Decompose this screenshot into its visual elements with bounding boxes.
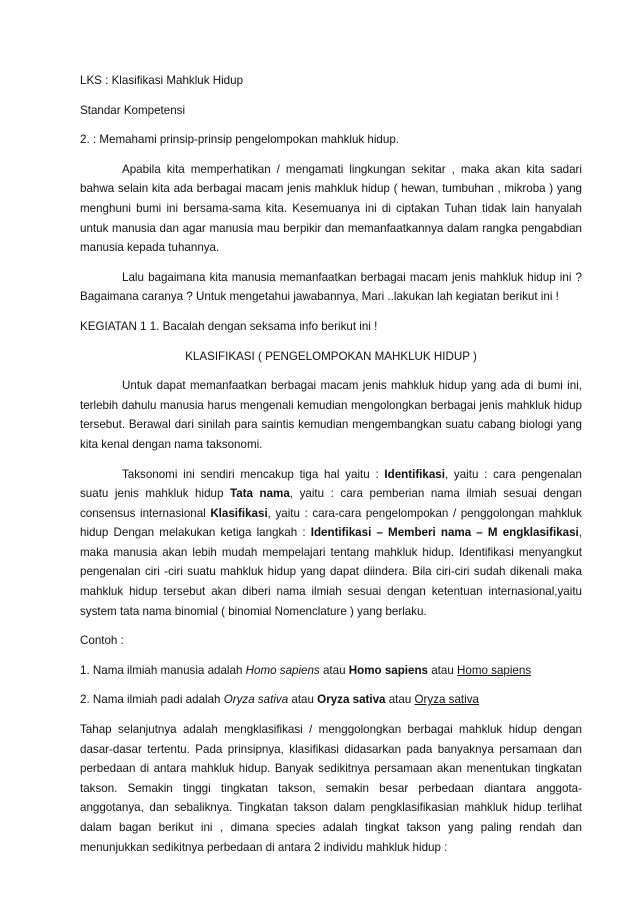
text-run: , yaitu : cara pengenalan suatu jenis mahkluk hidup — [80, 467, 582, 501]
kompetensi-text: 2. : Memahami prinsip-prinsip pengelompokan mahkluk hidup. — [80, 133, 399, 147]
kegiatan-heading: KEGIATAN 1 1. Bacalah dengan seksama info berikut ini ! — [80, 319, 378, 333]
body-paragraph-1: Untuk dapat memanfaatkan berbagai macam jenis mahkluk hidup yang ada di bumi ini, terlebih dahulu manusia harus mengenali kemudian mengolongkan berbagai jenis mahkluk hidup tersebut. Berawal dari sinilah para saintis kemudian mengembangkan suatu cabang biologi yang kita kenal dengan nama taksonomi. — [80, 379, 582, 451]
text-run: Taksonomi ini sendiri mencakup tiga hal yaitu : — [122, 467, 385, 481]
text-run: atau — [428, 663, 458, 677]
example-1 — [80, 661, 582, 681]
bold-name: Homo sapiens — [348, 663, 428, 677]
standar-kompetensi-label: Standar Kompetensi — [80, 103, 186, 117]
term-tata-nama: Tata nama — [229, 487, 290, 501]
example-2 — [80, 690, 582, 710]
term-steps: Identifikasi – Memberi nama – M engklasifikasi — [310, 526, 579, 540]
text-run: atau — [288, 693, 318, 707]
intro-paragraph-1: Apabila kita memperhatikan / mengamati lingkungan sekitar , maka akan kita sadari bahwa selain kita ada berbagai macam jenis mahkluk hidup ( hewan, tumbuhan , mikroba ) yang menghuni bumi ini bersama-sama kita. Kesemuanya ini di ciptakan Tuhan tidak lain hanyalah untuk manusia dan agar manusia mau berpikir dan memanfaatkannya dalam rangka pengabdian manusia kepada tuhannya. — [80, 162, 582, 255]
text-run: , yaitu : cara pemberian nama ilmiah sesuai dengan consensus internasional — [80, 487, 582, 520]
section-title: KLASIFIKASI ( PENGELOMPOKAN MAHKLUK HIDUP ) — [185, 349, 477, 363]
text-run: atau — [385, 693, 415, 707]
intro-paragraph-2: Lalu bagaimana kita manusia memanfaatkan berbagai macam jenis mahkluk hidup ini ? Bagaimana caranya ? Untuk mengetahui jawabannya, Mari ..lakukan lah kegiatan berikut ini ! — [80, 270, 582, 304]
lks-title: LKS : Klasifikasi Mahkluk Hidup — [80, 74, 244, 87]
underlined-name: Oryza sativa — [414, 693, 479, 707]
underlined-name: Homo sapiens — [457, 663, 532, 677]
italic-name: Oryza sativa — [223, 693, 289, 707]
bold-name: Oryza sativa — [317, 693, 386, 707]
text-run: 1. Nama ilmiah manusia adalah — [80, 663, 246, 677]
contoh-label: Contoh : — [80, 634, 124, 648]
text-run: atau — [319, 663, 349, 677]
body-paragraph-2 — [80, 465, 582, 622]
text-run: , maka manusia akan lebih mudah mempelajari tentang mahkluk hidup. Identifikasi menyangkut pengenalan ciri -ciri suatu mahkluk hidup yang dapat diindera. Bila ciri-ciri sudah dikenali maka mahkluk hidup tersebut akan diberi nama ilmiah sesuai dengan ketentuan internasional,yaitu system tata nama binomial ( binomial Nomenclature ) yang berlaku. — [80, 526, 582, 618]
italic-name: Homo sapiens — [245, 663, 320, 677]
term-identifikasi: Identifikasi — [384, 467, 445, 481]
body-paragraph-3: Tahap selanjutnya adalah mengklasifikasi / menggolongkan berbagai mahkluk hidup dengan dasar-dasar tertentu. Pada prinsipnya, klasifikasi didasarkan pada banyaknya persamaan dan perbedaan di antara mahkluk hidup. Banyak sedikitnya persamaan akan menentukan tingkatan takson. Semakin tinggi tingkatan takson, semakin besar perbedaan diantara anggota-anggotanya, dan sebaliknya. Tingkatan takson dalam pengklasifikasian mahkluk hidup terlihat dalam bagan berikut ini , dimana species adalah tingkat takson yang paling rendah dan menunjukkan sedikitnya perbedaan di antara 2 individu mahkluk hidup : — [80, 723, 582, 854]
term-klasifikasi: Klasifikasi — [210, 506, 268, 520]
text-run: , yaitu : cara-cara pengelompokan / penggolongan mahkluk hidup Dengan melakukan ketiga langkah : — [80, 506, 582, 540]
text-run: 2. Nama ilmiah padi adalah — [80, 693, 224, 707]
